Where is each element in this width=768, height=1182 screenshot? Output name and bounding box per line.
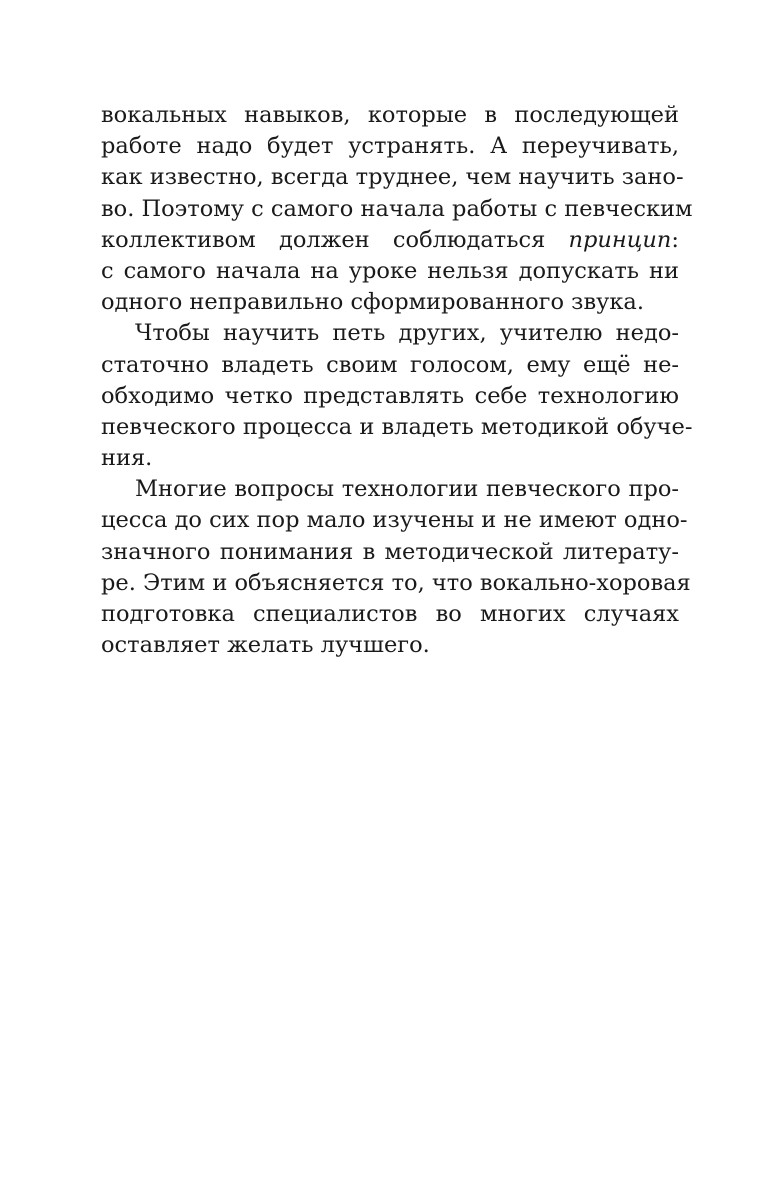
text-line: как известно, всегда труднее, чем научить зано- — [101, 164, 684, 191]
text-line: Многие вопросы технологии певческого про- — [135, 476, 679, 503]
text-segment: коллективом должен соблюдаться — [101, 226, 569, 253]
text-line: оставляет желать лучшего. — [101, 632, 430, 659]
text-line: цесса до сих пор мало изучены и не имеют одно- — [101, 507, 688, 534]
text-line: обходимо четко представлять себе технологию — [101, 382, 679, 409]
text-line: одного неправильно сформированного звука. — [101, 289, 644, 316]
text-line: статочно владеть своим голосом, ему ещё не- — [101, 351, 679, 378]
paragraph-2 — [101, 318, 693, 474]
page-text — [101, 100, 693, 661]
text-line: вокальных навыков, которые в последующей — [101, 102, 679, 128]
paragraph-1 — [101, 100, 693, 318]
text-line — [101, 225, 679, 256]
text-line: певческого процесса и владеть методикой обуче- — [101, 413, 693, 440]
text-line: значного понимания в методической литерату- — [101, 538, 679, 565]
text-line: Чтобы научить петь других, учителю недо- — [135, 320, 679, 347]
italic-term: принцип — [568, 226, 672, 253]
text-line: ния. — [101, 445, 153, 472]
paragraph-3 — [101, 474, 691, 661]
text-line: работе надо будет устранять. А переучивать, — [101, 133, 679, 160]
text-line: ре. Этим и объясняется то, что вокально-хоровая — [101, 569, 691, 596]
text-line: с самого начала на уроке нельзя допускать ни — [101, 257, 679, 284]
text-line: во. Поэтому с самого начала работы с певческим — [101, 195, 693, 222]
text-line: подготовка специалистов во многих случаях — [101, 601, 679, 627]
text-segment: : — [671, 226, 679, 253]
